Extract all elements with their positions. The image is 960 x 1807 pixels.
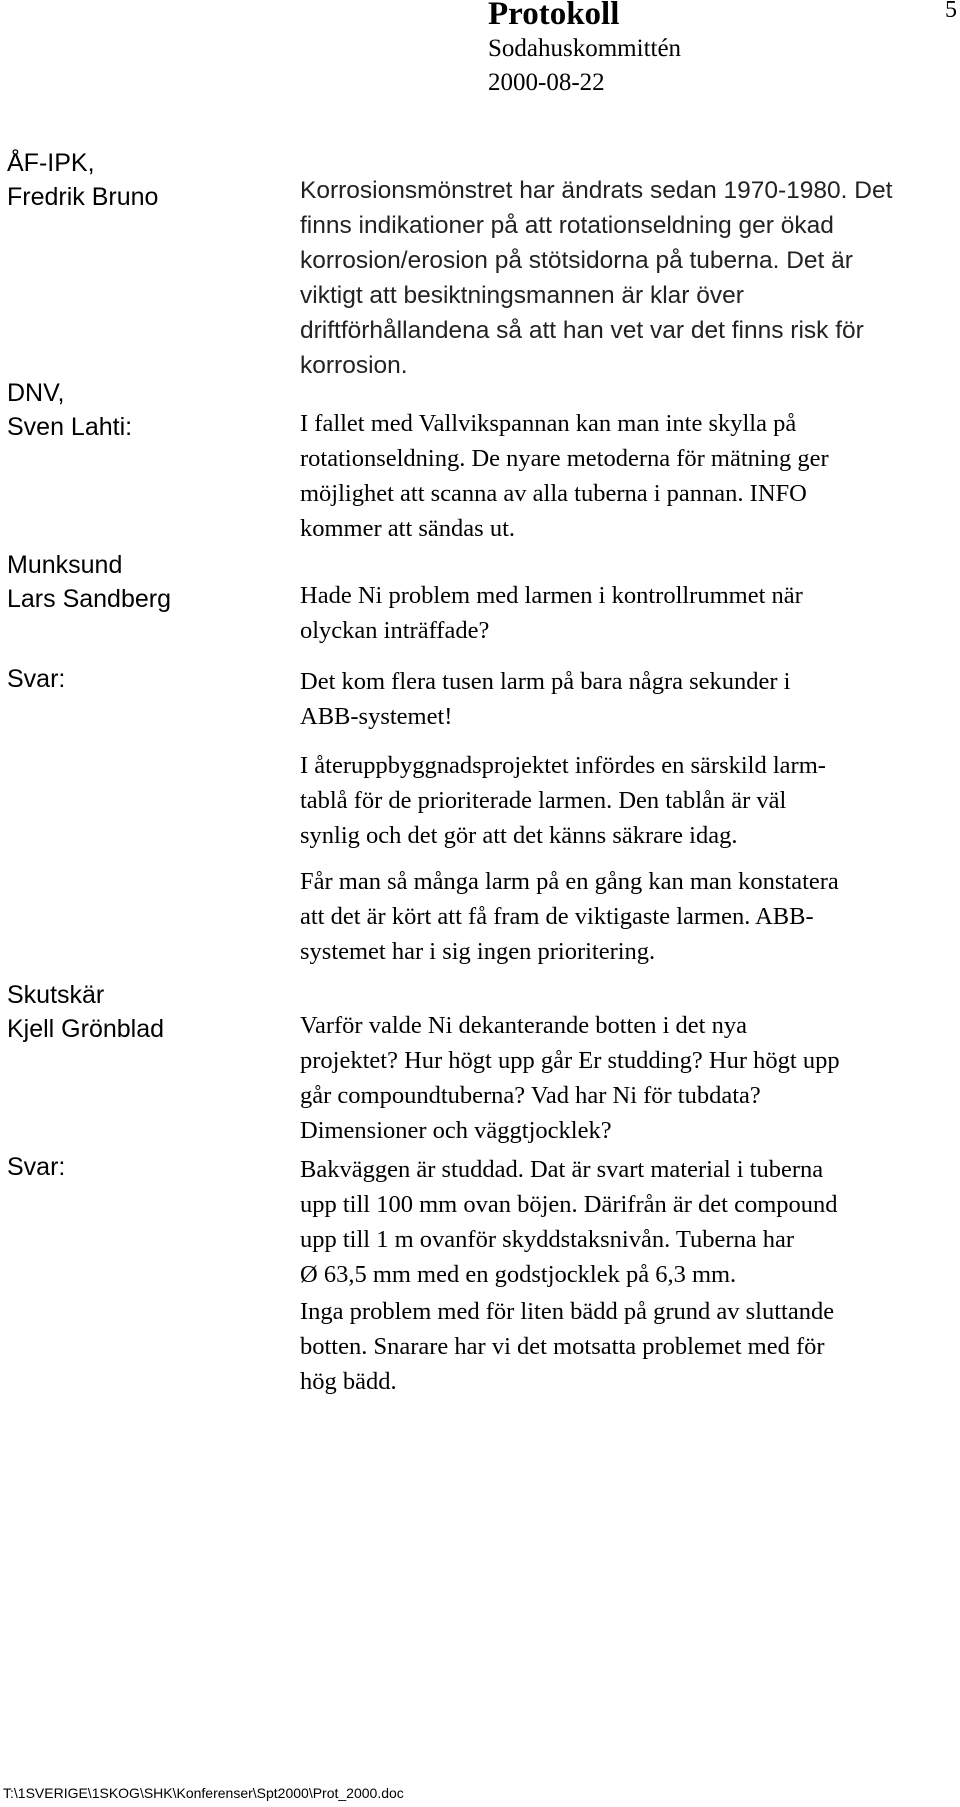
paragraph [300,664,956,734]
text-line: systemet har i sig ingen prioritering. [300,938,656,965]
speaker-line: Svar: [7,665,66,693]
text-line: rotationseldning. De nyare metoderna för mätning ger [300,445,829,472]
text-line: viktigt att besiktningsmannen är klar över [300,282,744,309]
text-line: korrosion. [300,352,408,379]
speaker-afipk [7,146,158,214]
paragraph [300,1008,956,1148]
speaker-line: Fredrik Bruno [7,183,159,211]
speaker-dnv [7,376,132,444]
page-header [0,0,960,110]
speaker-answer [7,662,65,696]
text-line: korrosion/erosion på stötsidorna på tuberna. Det är [300,247,853,274]
text-line: Får man så många larm på en gång kan man konstatera [300,868,839,895]
text-line: Bakväggen är studdad. Dat är svart material i tuberna [300,1156,824,1183]
document-title: Protokoll [488,0,620,32]
text-line: finns indikationer på att rotationseldning ger ökad [300,212,834,239]
speaker-line: Skutskär [7,981,105,1009]
text-line: synlig och det gör att det känns säkrare idag. [300,822,738,849]
text-line: Ø 63,5 mm med en godstjocklek på 6,3 mm. [300,1261,737,1288]
text-line: I fallet med Vallvikspannan kan man inte skylla på [300,410,797,437]
paragraph [300,1294,956,1399]
text-line: botten. Snarare har vi det motsatta problemet med för [300,1333,825,1360]
speaker-line: Munksund [7,551,123,579]
text-line: upp till 1 m ovanför skyddstaksnivån. Tuberna har [300,1226,795,1253]
text-line: projektet? Hur högt upp går Er studding? Hur högt upp [300,1047,840,1074]
text-line: Det kom flera tusen larm på bara några sekunder i [300,668,791,695]
paragraph [300,748,956,853]
committee-name: Sodahuskommittén [488,35,682,62]
text-line: olyckan inträffade? [300,617,490,644]
text-line: driftförhållandena så att han vet var det finns risk för [300,317,864,344]
text-line: möjlighet att scanna av alla tuberna i pannan. INFO [300,480,807,507]
speaker-line: Sven Lahti: [7,413,133,441]
speaker-skutskar [7,978,164,1046]
paragraph [300,864,956,969]
text-line: Hade Ni problem med larmen i kontrollrummet när [300,582,803,609]
text-line: upp till 100 mm ovan böjen. Därifrån är det compound [300,1191,838,1218]
text-line: går compoundtuberna? Vad har Ni för tubdata? [300,1082,761,1109]
page-number: 5 [945,0,957,23]
speaker-line: Svar: [7,1153,66,1181]
text-line: I återuppbyggnadsprojektet infördes en särskild larm- [300,752,826,779]
paragraph [300,173,956,383]
speaker-line: DNV, [7,379,65,407]
text-line: hög bädd. [300,1368,397,1395]
speaker-line: Lars Sandberg [7,585,172,613]
document-date: 2000-08-22 [488,69,605,96]
text-line: Korrosionsmönstret har ändrats sedan 1970-1980. Det [300,177,893,204]
speaker-line: ÅF-IPK, [7,149,95,177]
paragraph [300,1152,956,1292]
text-line: ABB-systemet! [300,703,453,730]
text-line: Dimensioner och väggtjocklek? [300,1117,612,1144]
speaker-munksund [7,548,171,616]
text-line: Inga problem med för liten bädd på grund av sluttande [300,1298,835,1325]
footer-file-path: T:\1SVERIGE\1SKOG\SHK\Konferenser\Spt2000\Prot_2000.doc [3,1785,404,1801]
paragraph [300,406,956,546]
text-line: att det är kört att få fram de viktigaste larmen. ABB- [300,903,814,930]
text-line: tablå för de prioriterade larmen. Den tablån är väl [300,787,787,814]
speaker-line: Kjell Grönblad [7,1015,165,1043]
text-line: Varför valde Ni dekanterande botten i det nya [300,1012,747,1039]
paragraph [300,578,956,648]
speaker-answer [7,1150,65,1184]
text-line: kommer att sändas ut. [300,515,516,542]
